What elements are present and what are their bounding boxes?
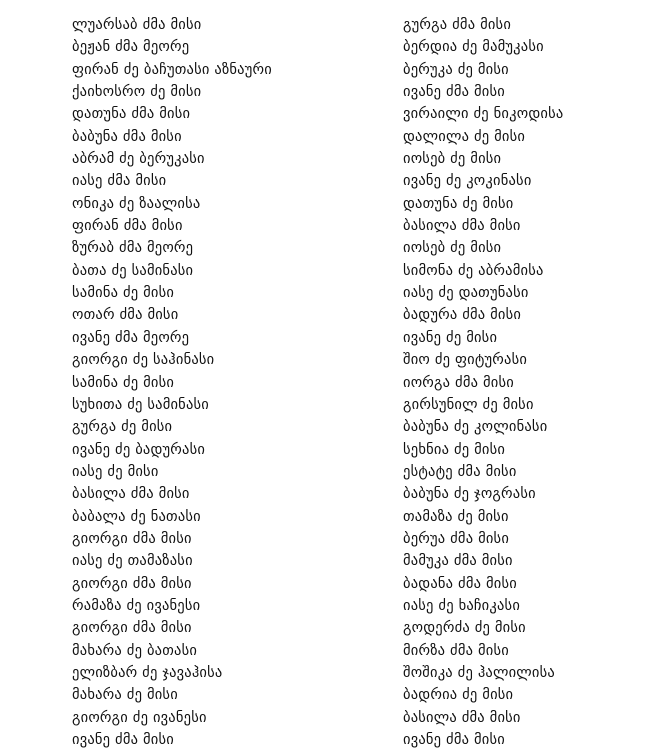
left-column-line: სამინა ძე მისი xyxy=(72,285,175,302)
left-column-line: სამინა ძე მისი xyxy=(72,374,175,391)
left-column-line: იასე ძე თამაზასი xyxy=(72,553,193,570)
left-column-line: დათუნა ძმა მისი xyxy=(72,106,191,123)
right-column-line: ბერდია ძე მამუკასი xyxy=(403,39,544,56)
left-column-line: იასე ძმა მისი xyxy=(72,173,167,190)
left-column-line: ონიკა ძე ზაალისა xyxy=(72,195,201,212)
right-column-line: გოდერძა ძე მისი xyxy=(403,620,526,637)
right-column-line: მირზა ძმა მისი xyxy=(403,642,509,659)
right-column-line: იოსებ ძე მისი xyxy=(403,151,502,168)
right-column-line: ბერუა ძმა მისი xyxy=(403,530,510,547)
right-column-line: ბადრია ძე მისი xyxy=(403,687,514,704)
left-column-line: ელიზბარ ძე ჯავაჰისა xyxy=(72,664,223,681)
left-column-line: იასე ძე მისი xyxy=(72,463,159,480)
left-column-line: ბაბალა ძე ნათასი xyxy=(72,508,201,525)
right-column-line: ივანე ძე მისი xyxy=(403,329,498,346)
right-column-line: თამაზა ძე მისი xyxy=(403,508,509,525)
right-column-line: ვირაილი ძე ნიკოდისა xyxy=(403,106,564,123)
left-column-line: გიორგი ძე ივანესი xyxy=(72,709,207,726)
right-column-line: მამუკა ძმა მისი xyxy=(403,553,513,570)
right-column-line: სიმონა ძე აბრამისა xyxy=(403,262,544,279)
right-column-line: ბადურა ძმა მისი xyxy=(403,307,522,324)
right-column-line: ივანე ძმა მისი xyxy=(403,84,505,101)
left-column-line: ივანე ძმა მეორე xyxy=(72,329,190,346)
right-column-line: იოსებ ძე მისი xyxy=(403,240,502,257)
right-column-line: ბასილა ძმა მისი xyxy=(403,218,521,235)
left-column-line: ქაიხოსრო ძე მისი xyxy=(72,84,202,101)
left-column-line: გიორგი ძმა მისი xyxy=(72,530,192,547)
left-column-line: გიორგი ძმა მისი xyxy=(72,575,192,592)
left-column-line: გიორგი ძმა მისი xyxy=(72,620,192,637)
left-column-line: მახარა ძე ბათასი xyxy=(72,642,198,659)
right-column-line: იასე ძე ხაჩიკასი xyxy=(403,597,521,614)
left-column-line: გიორგი ძე საჰინასი xyxy=(72,352,215,369)
right-column-line: ბერუკა ძე მისი xyxy=(403,61,509,78)
right-column-line: ესტატე ძმა მისი xyxy=(403,463,517,480)
right-column-line: იასე ძე დათუნასი xyxy=(403,285,529,302)
left-column-line: ლუარსაბ ძმა მისი xyxy=(72,17,202,33)
right-column-line: იორგა ძმა მისი xyxy=(403,374,514,391)
left-column-line: ბეჟან ძმა მეორე xyxy=(72,39,190,56)
right-column-line: ბადანა ძმა მისი xyxy=(403,575,517,592)
right-column-line: გირსუნილ ძე მისი xyxy=(403,396,534,413)
left-column-line: ბათა ძე სამინასი xyxy=(72,262,194,279)
right-column-line: შიო ძე ფიტურასი xyxy=(403,352,528,369)
right-column-line: დალილა ძე მისი xyxy=(403,128,526,145)
right-column-line: ივანე ძე კოკინასი xyxy=(403,173,532,190)
right-column-line: გურგა ძმა მისი xyxy=(403,17,512,33)
left-column xyxy=(72,14,372,751)
left-column-line: ფირან ძმა მისი xyxy=(72,218,183,235)
right-column-line: ბაბუნა ძე კოლინასი xyxy=(403,419,548,436)
left-column-line: ბასილა ძმა მისი xyxy=(72,486,190,503)
left-column-line: ბაბუნა ძმა მისი xyxy=(72,128,182,145)
right-column-line: სეხნია ძე მისი xyxy=(403,441,506,458)
left-column-line: ოთარ ძმა მისი xyxy=(72,307,179,324)
left-column-line: ფირან ძე ბაჩუთასი აზნაური xyxy=(72,61,272,78)
left-column-line: რამაზა ძე ივანესი xyxy=(72,597,201,614)
left-column-line: ზურაბ ძმა მეორე xyxy=(72,240,194,257)
left-column-line: ივანე ძმა მისი xyxy=(72,732,174,748)
right-column-line: შოშიკა ძე ჰალილისა xyxy=(403,664,555,681)
right-column-line: ბაბუნა ძე ჯოგრასი xyxy=(403,486,536,503)
left-column-line: აბრამ ძე ბერუკასი xyxy=(72,151,205,168)
right-column-line: ივანე ძმა მისი xyxy=(403,732,505,748)
right-column-line: ბასილა ძმა მისი xyxy=(403,709,521,726)
left-column-line: გურგა ძე მისი xyxy=(72,419,173,436)
left-column-line: მახარა ძე მისი xyxy=(72,687,178,704)
left-column-line: სუხითა ძე სამინასი xyxy=(72,396,210,413)
left-column-line: ივანე ძე ბადურასი xyxy=(72,441,206,458)
right-column-line: დათუნა ძე მისი xyxy=(403,195,514,212)
right-column xyxy=(403,14,658,751)
